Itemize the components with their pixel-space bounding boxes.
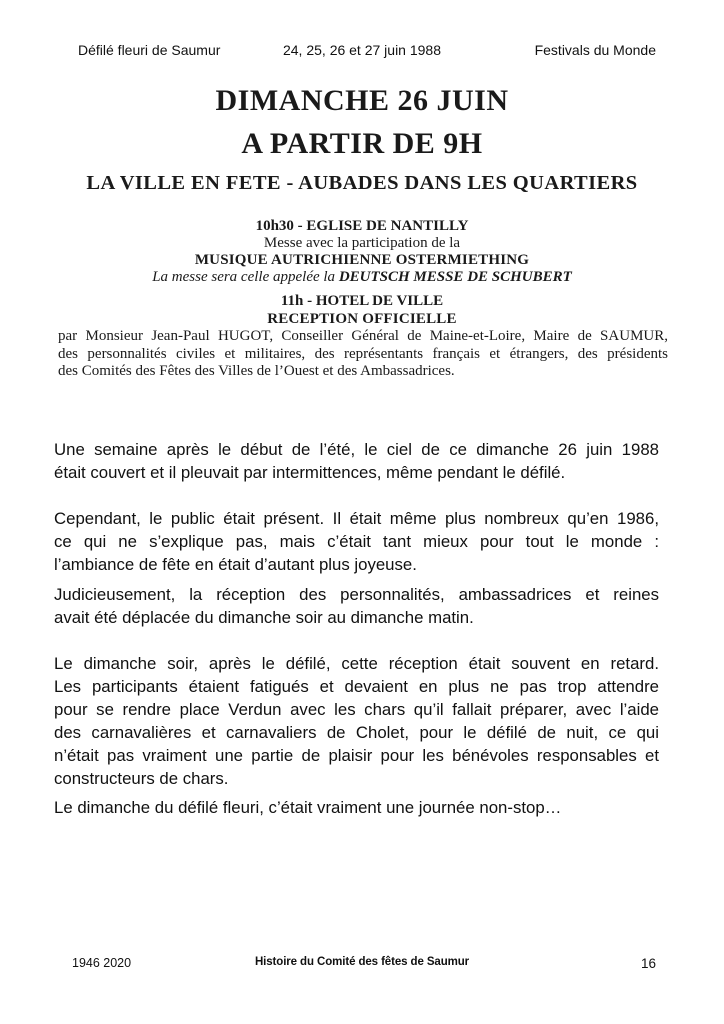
paragraph-line: Cependant, le public était présent. Il était même plus nombreux qu’en 1986, — [54, 509, 659, 528]
paragraph-line: Le dimanche du défilé fleuri, c’était vraiment une journée non-stop… — [54, 798, 562, 817]
paragraph — [54, 583, 659, 629]
header-right: Festivals du Monde — [534, 42, 656, 58]
event1-line2: MUSIQUE AUTRICHIENNE OSTERMIETHING — [194, 252, 530, 268]
paragraph-line: pour se rendre place Verdun avec les chars qu’il fallait préparer, avec l’aide — [54, 700, 659, 719]
event1-line3-prefix: La messe sera celle appelée la — [152, 269, 336, 285]
event1-time: 10h30 - EGLISE DE NANTILLY — [255, 218, 469, 234]
event2-line1: RECEPTION OFFICIELLE — [267, 311, 457, 327]
header-center: 24, 25, 26 et 27 juin 1988 — [282, 42, 442, 58]
program-subtitle: LA VILLE EN FETE - AUBADES DANS LES QUARTIERS — [86, 172, 638, 194]
page-number: 16 — [640, 956, 656, 971]
paragraph-line: Judicieusement, la réception des personnalités, ambassadrices et reines — [54, 585, 659, 604]
paragraph-line: des carnavalières et carnavaliers de Cholet, pour le défilé de nuit, ce qui — [54, 723, 659, 742]
paragraph-line: était couvert et il pleuvait par intermittences, même pendant le défilé. — [54, 463, 566, 482]
event2-body — [58, 328, 668, 381]
header-left: Défilé fleuri de Saumur — [78, 42, 221, 58]
event1-line1: Messe avec la participation de la — [263, 235, 461, 251]
footer-years: 1946 2020 — [72, 956, 132, 970]
event2-body-line: par Monsieur Jean-Paul HUGOT, Conseiller Général de Maine-et-Loire, Maire de SAUMUR, — [58, 328, 668, 344]
paragraph-line: n’était pas vraiment une partie de plaisir pour les bénévoles responsables et — [54, 746, 659, 765]
program-title-line1: DIMANCHE 26 JUIN — [215, 84, 509, 117]
event2-body-line: des Comités des Fêtes des Villes de l’Ouest et des Ambassadrices. — [58, 363, 455, 379]
paragraph-line: Le dimanche soir, après le défilé, cette réception était souvent en retard. — [54, 654, 659, 673]
program-title-line2: A PARTIR DE 9H — [241, 127, 483, 160]
paragraph-line: constructeurs de chars. — [54, 769, 229, 788]
event1-line3 — [0, 269, 724, 286]
event1-line3-bold: DEUTSCH MESSE DE SCHUBERT — [338, 269, 572, 285]
paragraph-line: l’ambiance de fête en était d’autant plus joyeuse. — [54, 555, 417, 574]
paragraph-line: avait été déplacée du dimanche soir au dimanche matin. — [54, 608, 474, 627]
paragraph-line: Les participants étaient fatigués et devaient en plus ne pas trop attendre — [54, 677, 659, 696]
event2-time: 11h - HOTEL DE VILLE — [280, 293, 444, 309]
footer-title: Histoire du Comité des fêtes de Saumur — [254, 956, 470, 968]
event2-body-line: des personnalités civiles et militaires, des représentants français et étrangers, des présidents — [58, 345, 668, 362]
paragraph-line: Une semaine après le début de l’été, le ciel de ce dimanche 26 juin 1988 — [54, 440, 659, 459]
paragraph-line: ce qui ne s’explique pas, mais c’était tant mieux pour tout le monde : — [54, 532, 659, 551]
paragraph — [54, 796, 659, 819]
paragraph — [54, 507, 659, 576]
paragraph — [54, 652, 659, 790]
paragraph — [54, 438, 659, 484]
